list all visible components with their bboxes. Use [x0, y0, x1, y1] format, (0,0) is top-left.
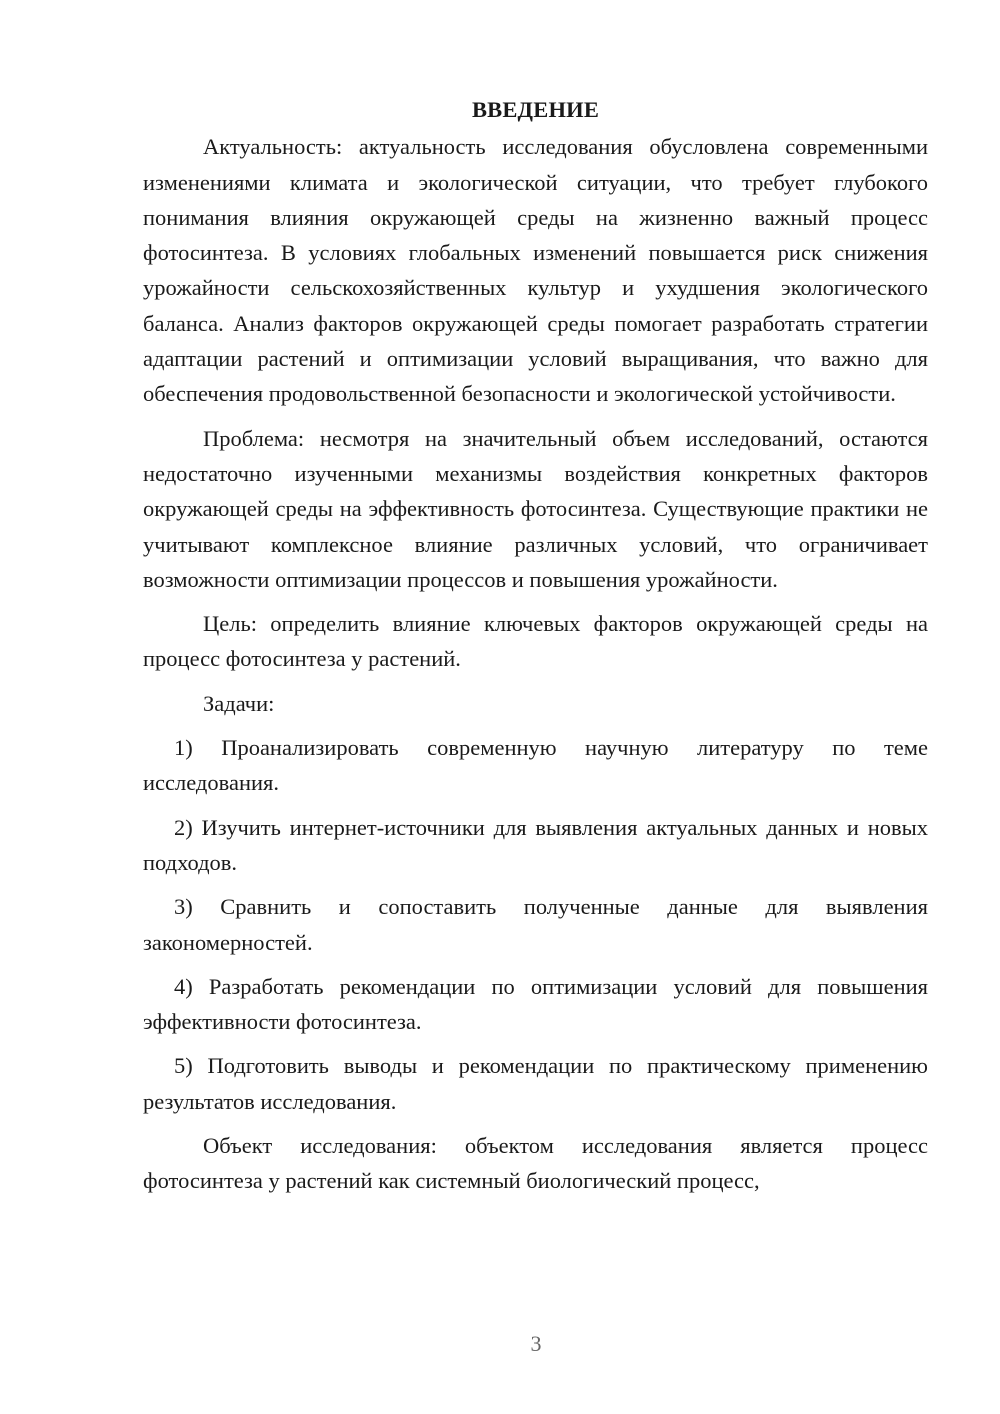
tasks-heading: Задачи:: [203, 690, 275, 716]
task-item-3: 3) Сравнить и сопоставить полученные данные для выявления закономерностей.: [143, 894, 928, 955]
page-title: ВВЕДЕНИЕ: [471, 97, 600, 122]
problem-paragraph: Проблема: несмотря на значительный объем исследований, остаются недостаточно изученными механизмы воздействия конкретных факторов окружающей среды на эффективность фотосинтеза. Существующие практики не учитывают комплексное влияние различных условий, что ограничивает возможности оптимизации процессов и повышения урожайности.: [143, 425, 928, 592]
task-item-5: 5) Подготовить выводы и рекомендации по практическому применению результатов исследования.: [143, 1053, 928, 1114]
task-item-2: 2) Изучить интернет-источники для выявления актуальных данных и новых подходов.: [143, 814, 928, 875]
page-content: [143, 92, 928, 1199]
object-paragraph: Объект исследования: объектом исследования является процесс фотосинтеза у растений как системный биологический процесс,: [143, 1133, 928, 1194]
task-item-1: 1) Проанализировать современную научную литературу по теме исследования.: [143, 735, 928, 796]
task-item-4: 4) Разработать рекомендации по оптимизации условий для повышения эффективности фотосинтеза.: [143, 973, 928, 1035]
relevance-paragraph: Актуальность: актуальность исследования обусловлена современными изменениями климата и экологической ситуации, что требует глубокого понимания влияния окружающей среды на жизненно важный процесс фотосинтеза. В условиях глобальных изменений повышается риск снижения урожайности сельскохозяйственных культур и ухудшения экологического баланса. Анализ факторов окружающей среды помогает разработать стратегии адаптации растений и оптимизации условий выращивания, что важно для обеспечения продовольственной безопасности и экологической устойчивости.: [143, 134, 928, 407]
page-number: 3: [530, 1331, 542, 1356]
goal-paragraph: Цель: определить влияние ключевых факторов окружающей среды на процесс фотосинтеза у растений.: [143, 611, 928, 672]
